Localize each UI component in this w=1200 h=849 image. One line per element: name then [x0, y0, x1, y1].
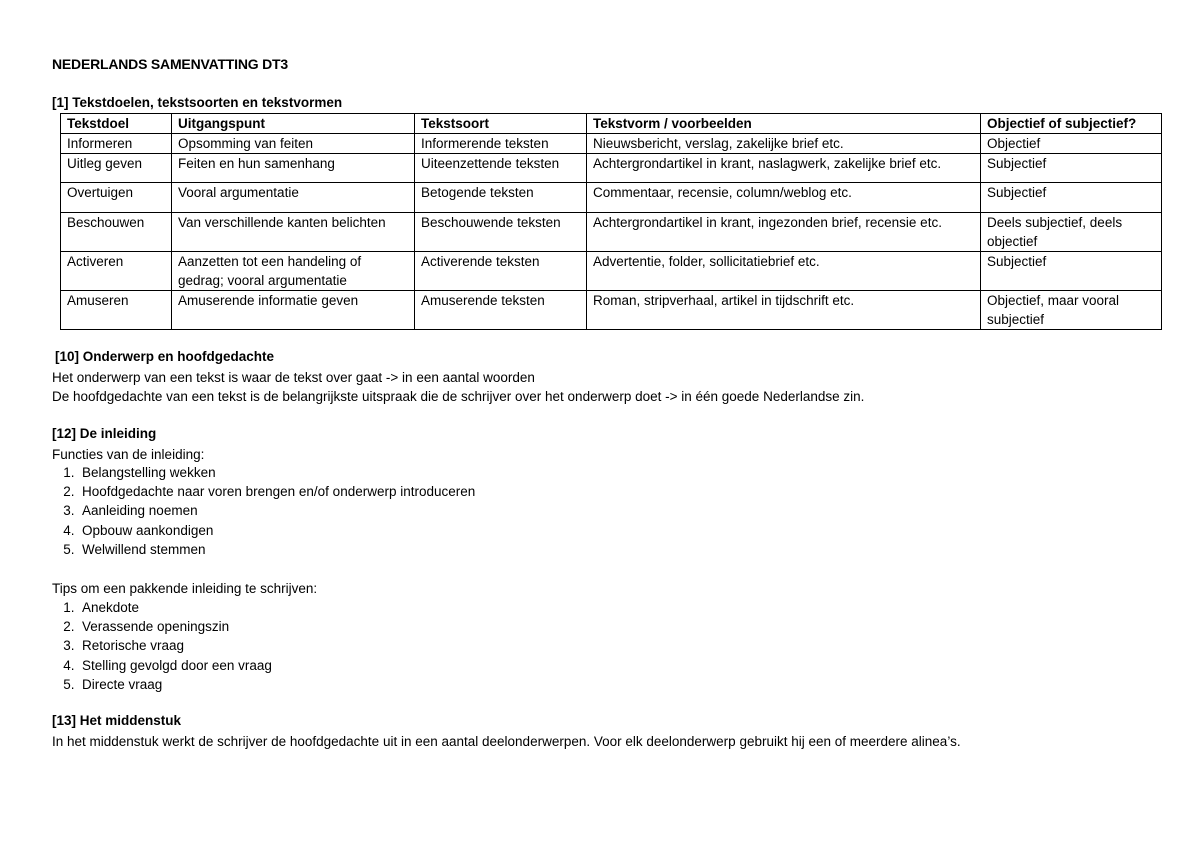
section-10-heading: [10] Onderwerp en hoofdgedachte: [55, 349, 275, 364]
table-cell: Beschouwen: [61, 213, 172, 252]
table-cell: Informeren: [61, 134, 172, 154]
table-cell: Achtergrondartikel in krant, ingezonden brief, recensie etc.: [587, 213, 981, 252]
table-cell: Activerende teksten: [415, 252, 587, 291]
table-cell: Vooral argumentatie: [172, 183, 415, 213]
table-cell: Subjectief: [981, 154, 1162, 183]
table-cell: Opsomming van feiten: [172, 134, 415, 154]
column-header: Uitgangspunt: [172, 114, 415, 134]
intro-tips-list: [52, 598, 272, 694]
section-12-tips-intro: Tips om een pakkende inleiding te schrijven:: [52, 581, 318, 596]
table-cell: Deels subjectief, deels objectief: [981, 213, 1162, 252]
table-cell: Advertentie, folder, sollicitatiebrief etc.: [587, 252, 981, 291]
table-row: [61, 134, 1162, 154]
table-row: [61, 183, 1162, 213]
table-cell: Amuserende teksten: [415, 291, 587, 330]
section-10-line-2: De hoofdgedachte van een tekst is de belangrijkste uitspraak die de schrijver over het onderwerp doet -> in één goede Nederlandse zin.: [52, 389, 865, 404]
section-12-intro: Functies van de inleiding:: [52, 447, 205, 462]
section-12-heading: [12] De inleiding: [52, 426, 157, 441]
list-item: 2. Verassende openingszin: [63, 619, 230, 635]
table-cell: Beschouwende teksten: [415, 213, 587, 252]
list-item: 3. Retorische vraag: [63, 638, 185, 654]
table-header-row: [61, 114, 1162, 134]
section-13-text: In het middenstuk werkt de schrijver de hoofdgedachte uit in een aantal deelonderwerpen. Voor elk deelonderwerp gebruikt hij een of meerdere alinea’s.: [52, 734, 961, 749]
table-cell: Nieuwsbericht, verslag, zakelijke brief etc.: [587, 134, 981, 154]
section-10-line-1: Het onderwerp van een tekst is waar de tekst over gaat -> in een aantal woorden: [52, 370, 535, 385]
list-item: 1. Belangstelling wekken: [63, 465, 216, 480]
column-header: Tekstvorm / voorbeelden: [587, 114, 981, 134]
table-cell: Amuseren: [61, 291, 172, 330]
table-cell: Betogende teksten: [415, 183, 587, 213]
list-item: 4. Stelling gevolgd door een vraag: [63, 657, 272, 673]
column-header: Objectief of subjectief?: [981, 114, 1162, 134]
column-header: Tekstdoel: [61, 114, 172, 134]
table-cell: Aanzetten tot een handeling of gedrag; vooral argumentatie: [172, 252, 415, 291]
section-1-heading: [1] Tekstdoelen, tekstsoorten en tekstvormen: [52, 95, 343, 110]
table-cell: Subjectief: [981, 183, 1162, 213]
list-item: 5. Welwillend stemmen: [63, 541, 206, 557]
list-item: 5. Directe vraag: [63, 676, 163, 692]
table-cell: Van verschillende kanten belichten: [172, 213, 415, 252]
table-cell: Commentaar, recensie, column/weblog etc.: [587, 183, 981, 213]
table-cell: Objectief: [981, 134, 1162, 154]
list-item: 4. Opbouw aankondigen: [63, 522, 214, 538]
table-cell: Subjectief: [981, 252, 1162, 291]
table-cell: Overtuigen: [61, 183, 172, 213]
list-item: 1. Anekdote: [63, 600, 140, 615]
table-cell: Achtergrondartikel in krant, naslagwerk, zakelijke brief etc.: [587, 154, 981, 183]
intro-functions-list: [52, 463, 475, 559]
table-cell: Uiteenzettende teksten: [415, 154, 587, 183]
table-cell: Activeren: [61, 252, 172, 291]
table-cell: Amuserende informatie geven: [172, 291, 415, 330]
document-title: NEDERLANDS SAMENVATTING DT3: [52, 56, 288, 72]
table-row: [61, 154, 1162, 183]
table-row: [61, 252, 1162, 291]
section-13-heading: [13] Het middenstuk: [52, 713, 182, 728]
table-cell: Uitleg geven: [61, 154, 172, 183]
column-header: Tekstsoort: [415, 114, 587, 134]
table-row: [61, 213, 1162, 252]
table-cell: Objectief, maar vooral subjectief: [981, 291, 1162, 330]
list-item: 2. Hoofdgedachte naar voren brengen en/of onderwerp introduceren: [63, 484, 476, 500]
table-row: [61, 291, 1162, 330]
list-item: 3. Aanleiding noemen: [63, 503, 198, 519]
table-cell: Feiten en hun samenhang: [172, 154, 415, 183]
table-cell: Informerende teksten: [415, 134, 587, 154]
table-cell: Roman, stripverhaal, artikel in tijdschrift etc.: [587, 291, 981, 330]
text-types-table: [60, 113, 1162, 330]
